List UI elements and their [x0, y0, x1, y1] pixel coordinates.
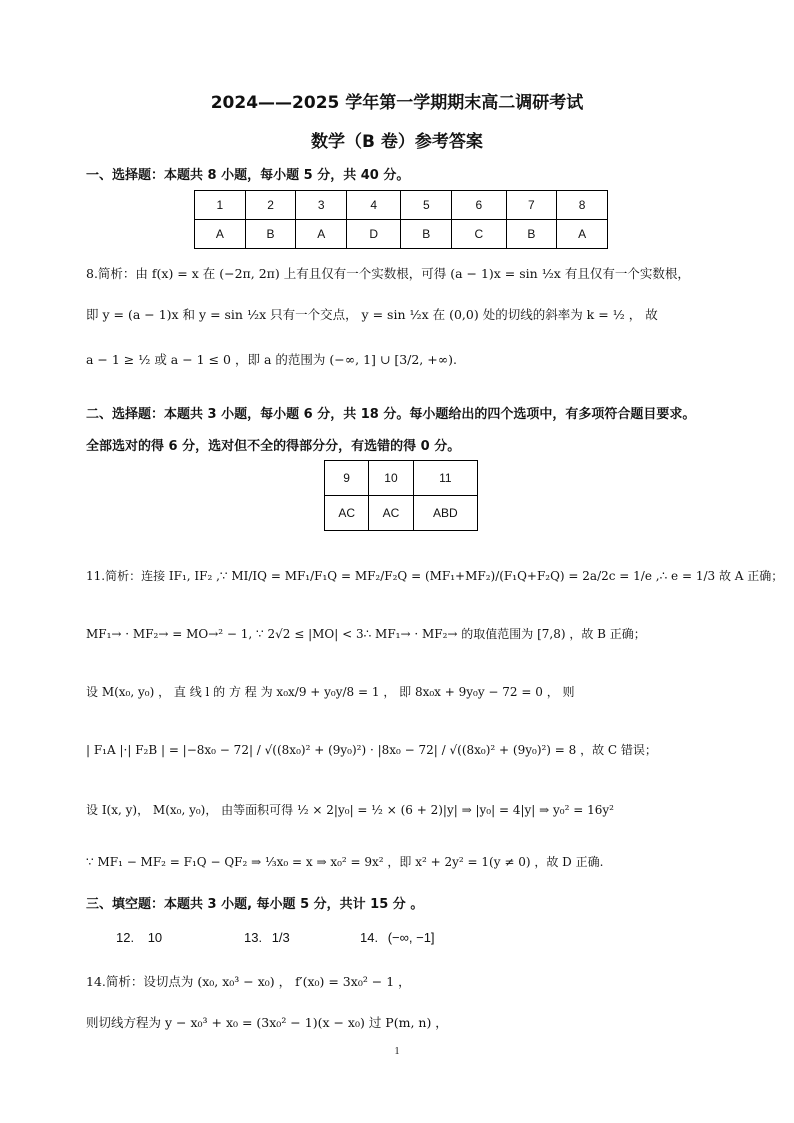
table-cell: A	[195, 220, 246, 249]
table-cell: D	[347, 220, 401, 249]
section3-heading: 三、填空题：本题共 3 小题, 每小题 5 分，共计 15 分 。	[86, 897, 424, 912]
answer-table-2-answer-row	[325, 496, 478, 531]
fill-answer-12-value: 10	[147, 930, 163, 945]
q11-line-a: 11.简析：连接 IF₁, IF₂ ,∵ MI/IQ = MF₁/F₁Q = MF₂/F₂Q = (MF₁+MF₂)/(F₁Q+F₂Q) = 2a/2c = 1/e ,∴ e = 1/3 故 A 正确；	[86, 569, 784, 583]
table-cell: AC	[369, 496, 413, 531]
section2-heading-line-1: 二、选择题：本题共 3 小题，每小题 6 分，共 18 分。每小题给出的四个选项中，有多项符合题目要求。	[86, 407, 696, 422]
answer-table-1-answer-row	[195, 220, 608, 249]
q14-line-1: 14.简析：设切点为 (x₀, x₀³ − x₀) ， f′(x₀) = 3x₀² − 1 ，	[86, 974, 411, 989]
table-cell: 11	[413, 461, 477, 496]
q11-line-e: 设 I(x, y)， M(x₀, y₀)， 由等面积可得 ½ × 2|y₀| = ½ × (6 + 2)|y| ⇒ |y₀| = 4|y| ⇒ y₀² = 16y²	[86, 803, 614, 817]
table-cell: 6	[452, 191, 506, 220]
answer-table-1-header-row	[195, 191, 608, 220]
q11-line-d: | F₁A |·| F₂B | = |−8x₀ − 72| / √((8x₀)² + (9y₀)²) · |8x₀ − 72| / √((8x₀)² + (9y₀)²) = 8 ，故 C 错误；	[86, 743, 657, 757]
q11-line-f: ∵ MF₁ − MF₂ = F₁Q − QF₂ ⇒ ⅓x₀ = x ⇒ x₀² = 9x² ，即 x² + 2y² = 1(y ≠ 0) ，故 D 正确.	[86, 855, 604, 869]
fill-answer-12	[116, 930, 162, 945]
table-cell: 7	[506, 191, 557, 220]
q8-line-1: 8.简析：由 f(x) = x 在 (−2π, 2π) 上有且仅有一个实数根，可得 (a − 1)x = sin ½x 有且仅有一个实数根，	[86, 266, 690, 281]
fill-answer-13-value: 1/3	[271, 930, 290, 945]
document-subtitle: 数学（B 卷）参考答案	[311, 132, 483, 152]
fill-answer-14-label: 14.	[360, 930, 379, 945]
table-cell: A	[296, 220, 347, 249]
table-cell: 8	[557, 191, 608, 220]
fill-answer-14	[360, 930, 435, 945]
fill-answer-13	[244, 930, 290, 945]
answer-table-2-header-row	[325, 461, 478, 496]
table-cell: ABD	[413, 496, 477, 531]
table-cell: B	[506, 220, 557, 249]
table-cell: 9	[325, 461, 369, 496]
fill-answer-12-label: 12.	[116, 930, 135, 945]
q8-line-3: a − 1 ≥ ½ 或 a − 1 ≤ 0 ，即 a 的范围为 (−∞, 1] ∪ [3/2, +∞).	[86, 352, 457, 367]
fill-answer-13-label: 13.	[244, 930, 263, 945]
table-cell: 10	[369, 461, 413, 496]
document-title: 2024——2025 学年第一学期期末高二调研考试	[210, 93, 584, 113]
table-cell: 3	[296, 191, 347, 220]
section1-heading: 一、选择题：本题共 8 小题，每小题 5 分，共 40 分。	[86, 168, 410, 183]
table-cell: B	[245, 220, 296, 249]
table-cell: AC	[325, 496, 369, 531]
table-cell: 4	[347, 191, 401, 220]
q11-line-b: MF₁→ · MF₂→ = MO→² − 1, ∵ 2√2 ≤ |MO| < 3∴ MF₁→ · MF₂→ 的取值范围为 [7,8) ，故 B 正确；	[86, 627, 646, 641]
answer-table-2	[324, 460, 478, 531]
table-cell: 1	[195, 191, 246, 220]
table-cell: B	[401, 220, 452, 249]
q14-line-2: 则切线方程为 y − x₀³ + x₀ = (3x₀² − 1)(x − x₀) 过 P(m, n) ，	[86, 1015, 448, 1030]
table-cell: 5	[401, 191, 452, 220]
table-cell: A	[557, 220, 608, 249]
table-cell: C	[452, 220, 506, 249]
q11-line-c: 设 M(x₀, y₀) ， 直 线 l 的 方 程 为 x₀x/9 + y₀y/8 = 1 ， 即 8x₀x + 9y₀y − 72 = 0 ， 则	[86, 685, 575, 699]
page-number: 1	[394, 1046, 400, 1057]
answer-table-1	[194, 190, 608, 249]
fill-answer-14-value: (−∞, −1]	[387, 930, 435, 945]
q8-line-2: 即 y = (a − 1)x 和 y = sin ½x 只有一个交点， y = sin ½x 在 (0,0) 处的切线的斜率为 k = ½ ， 故	[86, 307, 658, 322]
section2-heading-line-2: 全部选对的得 6 分，选对但不全的得部分分，有选错的得 0 分。	[86, 439, 461, 454]
table-cell: 2	[245, 191, 296, 220]
